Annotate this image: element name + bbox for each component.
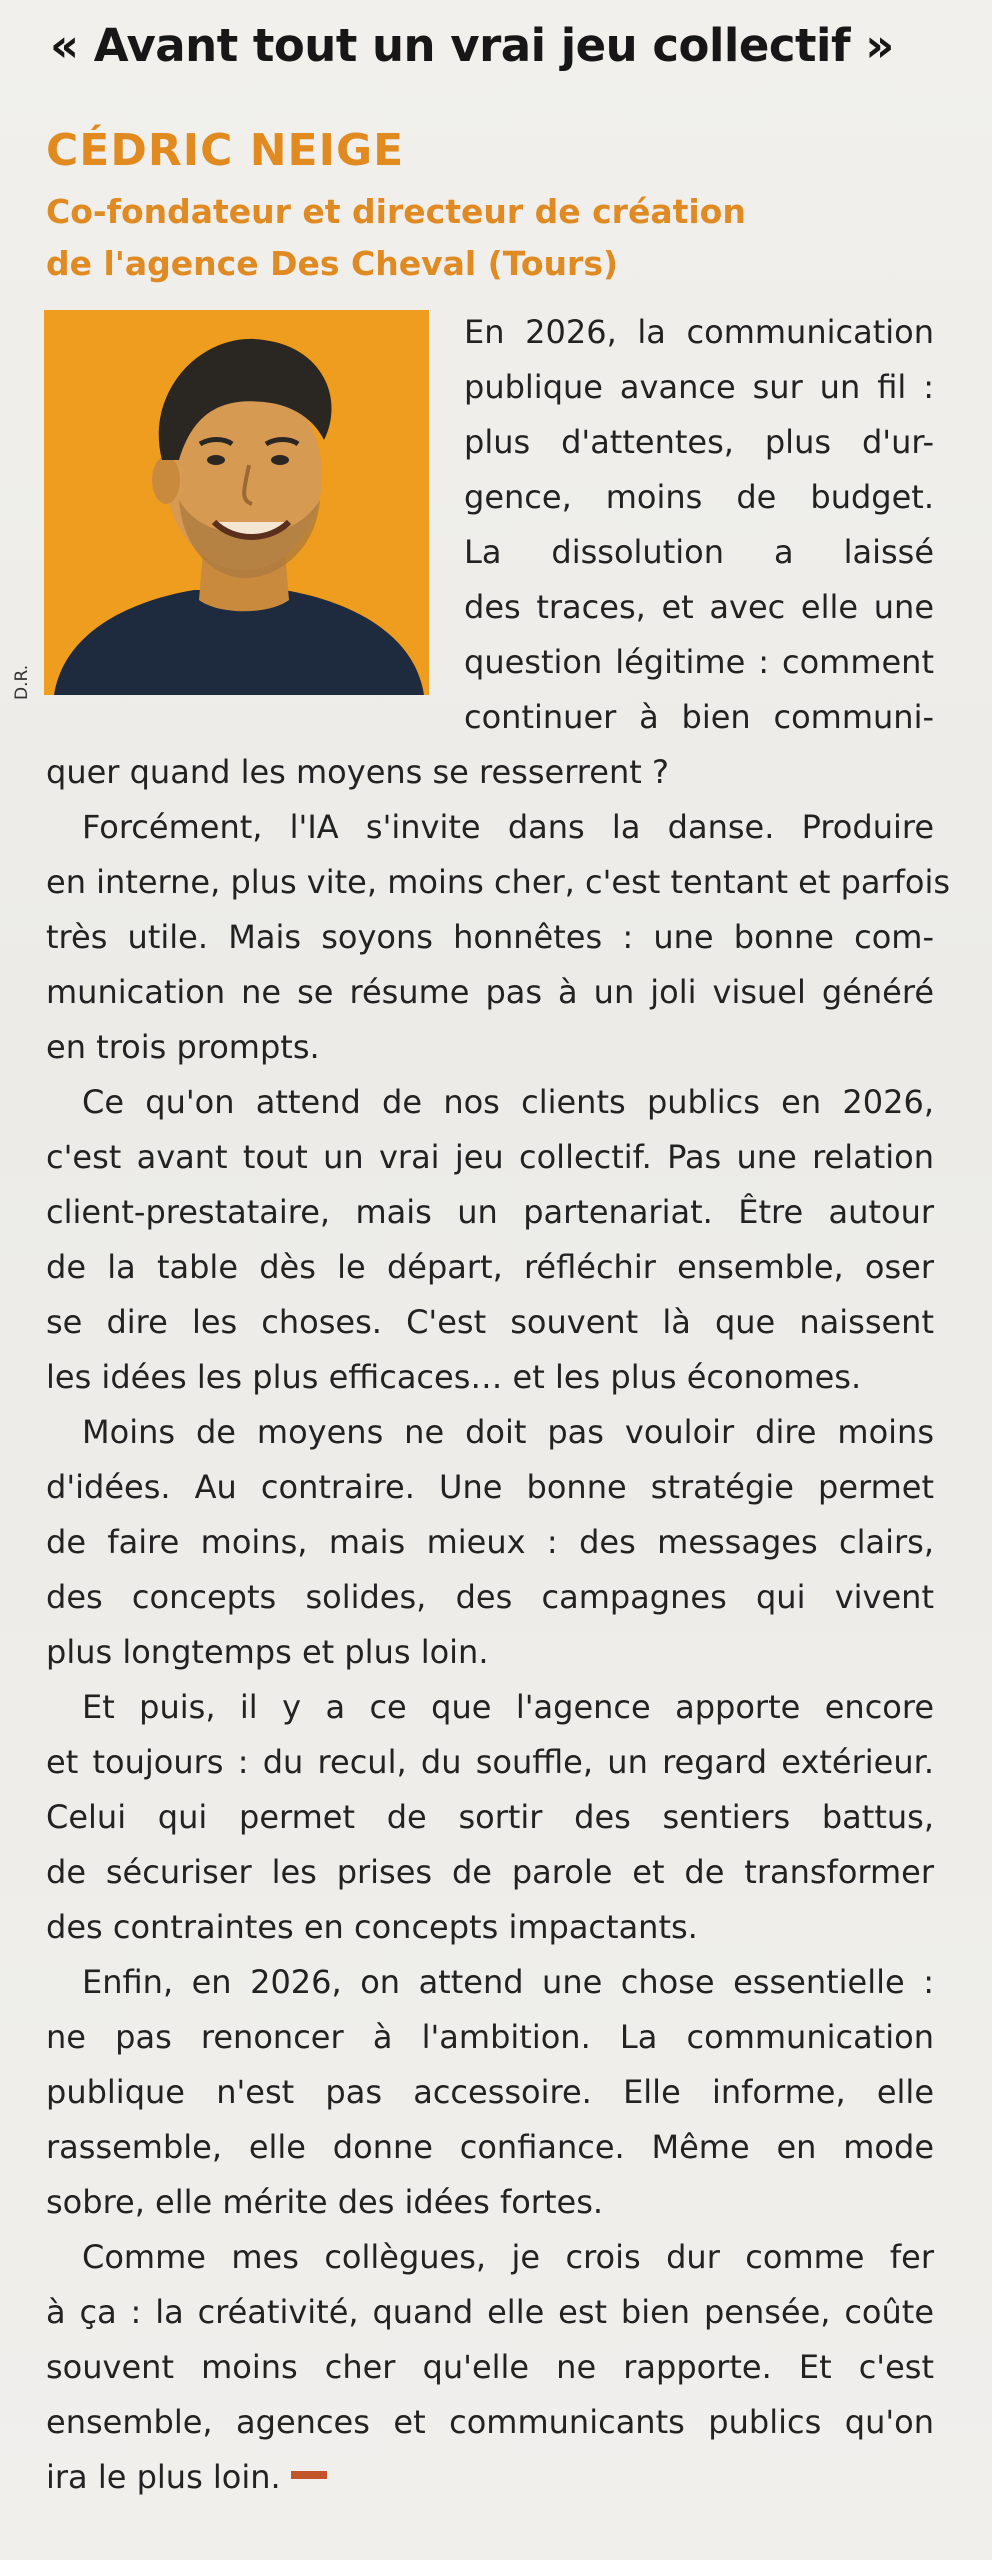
- body-line: La dissolution a laissé: [464, 533, 934, 571]
- body-line: très utile. Mais soyons honnêtes : une bonne com-: [46, 918, 934, 956]
- article-headline: « Avant tout un vrai jeu collectif »: [50, 19, 894, 72]
- body-line: d'idées. Au contraire. Une bonne stratégie permet: [46, 1468, 934, 1506]
- body-line: rassemble, elle donne confiance. Même en mode: [46, 2128, 934, 2166]
- body-line: plus longtemps et plus loin.: [46, 1633, 489, 1671]
- body-line: en trois prompts.: [46, 1028, 320, 1066]
- body-line: Forcément, l'IA s'invite dans la danse. Produire: [82, 808, 934, 846]
- body-line: publique n'est pas accessoire. Elle informe, elle: [46, 2073, 934, 2111]
- body-line: se dire les choses. C'est souvent là que naissent: [46, 1303, 934, 1341]
- body-line: ira le plus loin.: [46, 2450, 934, 2504]
- body-line: publique avance sur un fil :: [464, 368, 934, 406]
- body-line: Moins de moyens ne doit pas vouloir dire moins: [82, 1413, 934, 1451]
- author-role-line: de l'agence Des Cheval (Tours): [46, 244, 619, 283]
- body-line: de sécuriser les prises de parole et de transformer: [46, 1853, 934, 1891]
- body-line: munication ne se résume pas à un joli visuel généré: [46, 973, 934, 1011]
- body-line: quer quand les moyens se resserrent ?: [46, 753, 669, 791]
- author-role: [46, 186, 946, 290]
- body-line: client-prestataire, mais un partenariat. Être autour: [46, 1193, 934, 1231]
- body-line: ne pas renoncer à l'ambition. La communication: [46, 2018, 934, 2056]
- body-line: Et puis, il y a ce que l'agence apporte encore: [82, 1688, 934, 1726]
- author-photo: [44, 310, 429, 695]
- portrait-illustration: [44, 310, 429, 695]
- body-line: et toujours : du recul, du souffle, un regard extérieur.: [46, 1743, 934, 1781]
- body-line: c'est avant tout un vrai jeu collectif. Pas une relation: [46, 1138, 934, 1176]
- body-line: souvent moins cher qu'elle ne rapporte. Et c'est: [46, 2348, 934, 2386]
- body-line: Ce qu'on attend de nos clients publics en 2026,: [82, 1083, 934, 1121]
- author-role-line: Co-fondateur et directeur de création: [46, 192, 746, 231]
- body-line: Enfin, en 2026, on attend une chose essentielle :: [82, 1963, 934, 2001]
- body-line: de la table dès le départ, réfléchir ensemble, oser: [46, 1248, 934, 1286]
- body-line: plus d'attentes, plus d'ur-: [464, 423, 934, 461]
- body-line: ensemble, agences et communicants publics qu'on: [46, 2403, 934, 2441]
- body-line: de faire moins, mais mieux : des messages clairs,: [46, 1523, 934, 1561]
- body-line: en interne, plus vite, moins cher, c'est tentant et parfois: [46, 863, 951, 901]
- body-line: question légitime : comment: [464, 643, 934, 681]
- end-of-article-mark: [291, 2471, 327, 2479]
- author-name: CÉDRIC NEIGE: [46, 125, 405, 176]
- body-line: à ça : la créativité, quand elle est bien pensée, coûte: [46, 2293, 934, 2331]
- body-line: continuer à bien communi-: [464, 698, 934, 736]
- body-line: des concepts solides, des campagnes qui vivent: [46, 1578, 934, 1616]
- body-line: des traces, et avec elle une: [464, 588, 934, 626]
- photo-credit: D.R.: [12, 664, 32, 700]
- body-line: sobre, elle mérite des idées fortes.: [46, 2183, 604, 2221]
- body-line: gence, moins de budget.: [464, 478, 934, 516]
- body-line: Celui qui permet de sortir des sentiers battus,: [46, 1798, 934, 1836]
- body-line: les idées les plus efficaces… et les plus économes.: [46, 1358, 862, 1396]
- body-line: En 2026, la communication: [464, 313, 934, 351]
- body-line: Comme mes collègues, je crois dur comme fer: [82, 2238, 934, 2276]
- body-line: des contraintes en concepts impactants.: [46, 1908, 698, 1946]
